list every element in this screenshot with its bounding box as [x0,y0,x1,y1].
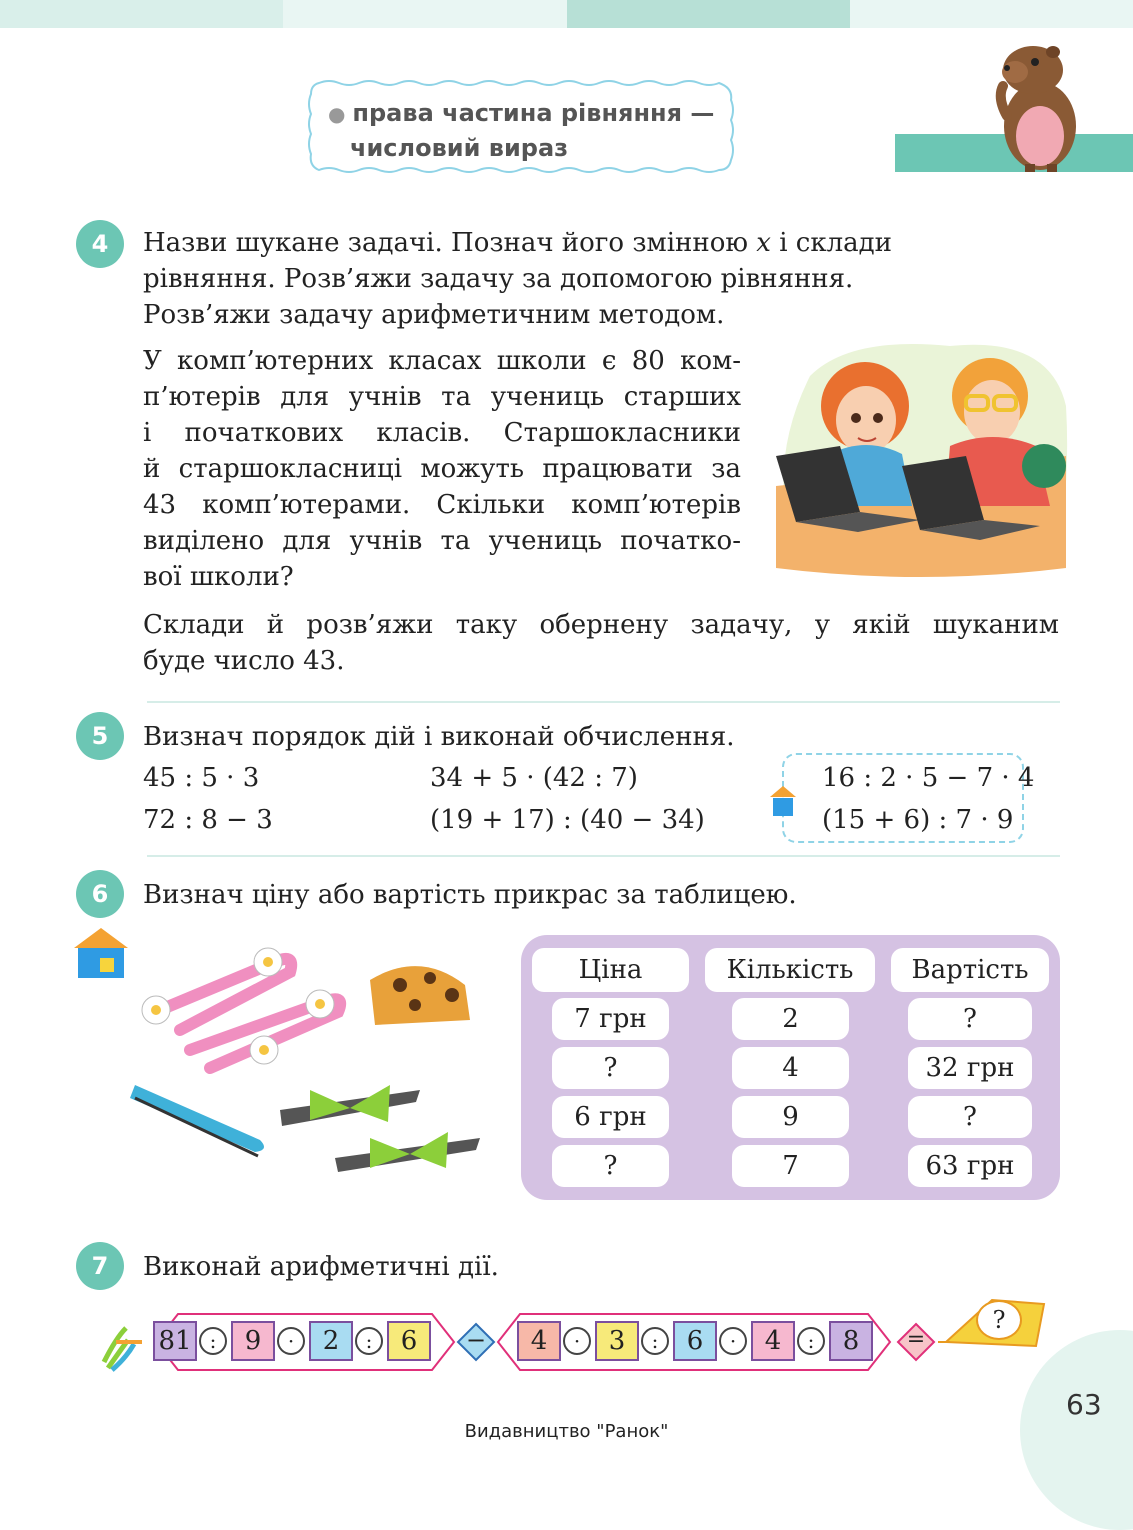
chain-number: 6 [673,1321,717,1361]
page-number: 63 [1066,1388,1102,1421]
variable-x: x [756,228,771,258]
bullet-icon: ● [328,102,353,126]
chain-operator: · [719,1327,747,1355]
problem-line: й старшокласниці можуть працювати за [143,454,741,484]
chain-operator: : [641,1327,669,1355]
expression: 34 + 5 · (42 : 7) [430,763,638,793]
equals-sign: = [906,1327,926,1352]
problem-line: п’ютерів для учнів та учениць старших [143,382,741,412]
task-number-badge: 4 [76,220,124,268]
chain-number: 3 [595,1321,639,1361]
minus-sign: − [465,1326,487,1354]
chain-operator: · [277,1327,305,1355]
inverse-line: Склади й розв’яжи таку обернену задачу, у якій шуканим [143,610,1059,640]
expression: (19 + 17) : (40 − 34) [430,805,705,835]
note-box [328,96,714,165]
chain-number: 9 [231,1321,275,1361]
table-cell: 2 [732,998,849,1040]
task7-instruction: Виконай арифметичні дії. [143,1252,499,1282]
chain-operator: : [199,1327,227,1355]
chain-number: 8 [829,1321,873,1361]
table-cell: 7 [732,1145,849,1187]
expression: 72 : 8 − 3 [143,805,273,835]
top-bar-segment [0,0,283,28]
task-number-badge: 5 [76,712,124,760]
task4-instruction-line-1: Назви шукане задачі. Познач його змінною x і склади [143,228,892,258]
inverse-line: буде число 43. [143,646,345,676]
problem-line: У комп’ютерних класах школи є 80 ком- [143,346,741,376]
table-cell: 32 грн [908,1047,1032,1089]
table-cell: 63 грн [908,1145,1032,1187]
expression: (15 + 6) : 7 · 9 [822,805,1014,835]
divider [147,701,1060,703]
top-color-bar [0,0,1133,28]
chain-operator: : [797,1327,825,1355]
table-cell: 7 грн [552,998,669,1040]
children-computers-illustration [770,336,1070,588]
chain-number: 81 [153,1321,197,1361]
table-header: Кількість [705,948,875,992]
chain-number: 4 [517,1321,561,1361]
top-bar-segment [283,0,566,28]
task5-instruction: Визнач порядок дій і виконай обчислення. [143,722,735,752]
task-number-badge: 6 [76,870,124,918]
expression: 16 : 2 · 5 − 7 · 4 [822,763,1035,793]
table-cell: 4 [732,1047,849,1089]
problem-line: виділено для учнів та учениць початко- [143,526,741,556]
table-cell: ? [908,1096,1032,1138]
top-bar-segment [567,0,850,28]
table-cell: ? [908,998,1032,1040]
table-cell: 6 грн [552,1096,669,1138]
chain-operator: · [563,1327,591,1355]
problem-line: і початкових класів. Старшокласники [143,418,741,448]
difficulty-house-icon [70,926,132,980]
table-cell: ? [552,1047,669,1089]
chain-number: 6 [387,1321,431,1361]
capybara-mascot-icon [995,38,1085,174]
note-line-1: ● права частина рівняння — [328,99,715,127]
table-cell: ? [552,1145,669,1187]
task4-instruction-line-3: Розв’яжи задачу арифметичним методом. [143,300,725,330]
answer-kite: ? [976,1300,1022,1340]
hair-accessories-illustration [130,940,486,1180]
chain-number: 4 [751,1321,795,1361]
table-header: Ціна [532,948,689,992]
task4-inverse-text [143,607,1059,679]
task4-problem-text [143,343,741,595]
table-header: Вартість [891,948,1049,992]
task-number-badge: 7 [76,1242,124,1290]
problem-line: вої школи? [143,562,294,592]
divider [147,855,1060,857]
publisher-footer: Видавництво "Ранок" [464,1421,669,1442]
problem-line: 43 комп’ютерами. Скільки комп’ютерів [143,490,741,520]
chain-operator: : [355,1327,383,1355]
chain-number: 2 [309,1321,353,1361]
expression: 45 : 5 · 3 [143,763,260,793]
table-cell: 9 [732,1096,849,1138]
task4-instruction-line-2: рівняння. Розв’яжи задачу за допомогою рівняння. [143,264,854,294]
top-bar-segment [850,0,1133,28]
note-line-2: числовий вираз [350,134,569,162]
difficulty-house-icon [768,784,798,818]
task6-instruction: Визнач ціну або вартість прикрас за таблицею. [143,880,797,910]
